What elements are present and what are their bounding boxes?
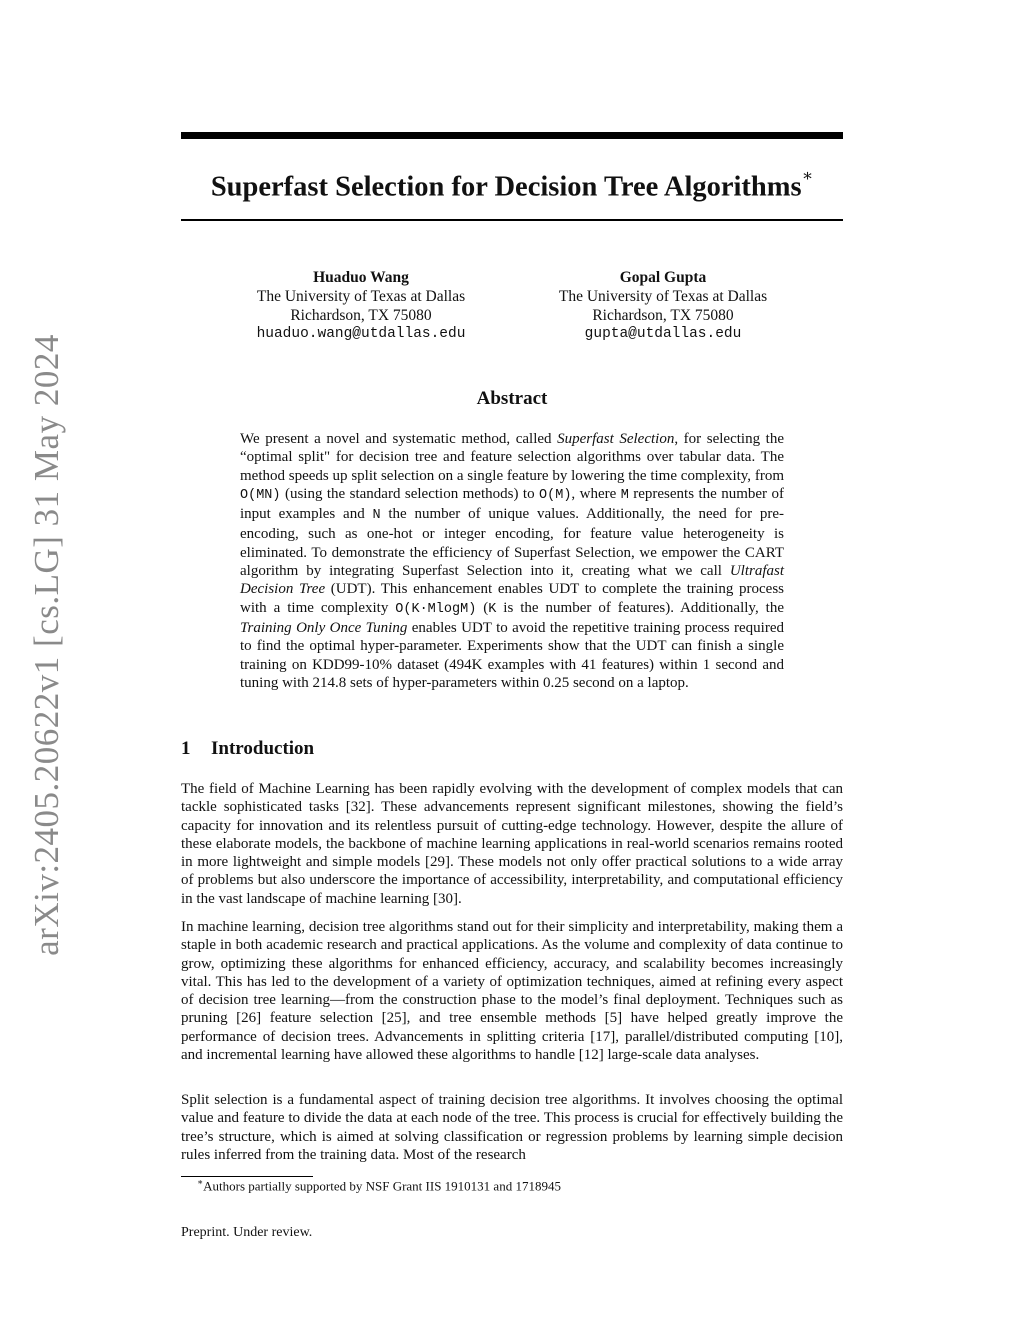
section-number: 1 xyxy=(181,738,191,759)
author-email[interactable]: huaduo.wang@utdallas.edu xyxy=(256,326,466,342)
author-location: Richardson, TX 75080 xyxy=(592,307,734,324)
footnote-text: Authors partially supported by NSF Grant IIS 1910131 and 1718945 xyxy=(203,1178,561,1194)
footnote xyxy=(197,1177,561,1194)
paragraph: Split selection is a fundamental aspect of training decision tree algorithms. It involves choosing the optimal value and feature to divide the data at each node of the tree. This process is crucial for effectively building the tree’s structure, which is aimed at solving classification or regression problems by learning simple decision rules inferred from the training data. Most of the research xyxy=(181,1092,843,1163)
section-heading-introduction xyxy=(181,738,314,760)
author-block-2 xyxy=(518,268,808,344)
footnote-marker: ∗ xyxy=(197,1177,204,1187)
author-block-1 xyxy=(216,268,506,344)
section-title: Introduction xyxy=(211,738,315,759)
abstract-heading: Abstract xyxy=(476,388,548,409)
title-rule-top xyxy=(181,132,843,139)
title-footnote-marker: ∗ xyxy=(801,166,814,185)
arxiv-sidebar xyxy=(22,334,72,956)
paragraph: In machine learning, decision tree algorithms stand out for their simplicity and interpretability, making them a staple in both academic research and practical applications. As the volume and complexity of data continue to grow, optimizing these algorithms for enhanced efficiency, accuracy, and scalability becomes increasingly vital. This has led to the development of a variety of optimization techniques, aimed at refining every aspect of decision tree learning—from the construction phase to the model’s final deployment. Techniques such as pruning [26] feature selection [25], and tree ensemble methods [5] have helped greatly improve the performance of decision trees. Advancements in splitting criteria [17], parallel/distributed computing [10], and incremental learning have allowed these algorithms to handle [12] large-scale data analyses. xyxy=(181,919,843,1064)
author-affiliation: The University of Texas at Dallas xyxy=(256,288,466,305)
title-text: Superfast Selection for Decision Tree Algorithms xyxy=(210,171,802,203)
author-location: Richardson, TX 75080 xyxy=(290,307,432,324)
arxiv-identifier: arXiv:2405.20622v1 [cs.LG] 31 May 2024 xyxy=(27,334,66,956)
author-email[interactable]: gupta@utdallas.edu xyxy=(584,326,742,342)
title-rule-bottom xyxy=(181,219,843,221)
abstract-body: We present a novel and systematic method, called Superfast Selection, for selecting the “optimal split" for decision tree and feature selection algorithms over tabular data. The method speeds up split selection on a single feature by lowering the time complexity, from O(MN) (using the standard selection methods) to O(M), where M represents the number of input examples and N the number of unique values. Additionally, the need for pre-encoding, such as one-hot or integer encoding, for feature value heterogeneity is eliminated. To demonstrate the efficiency of Superfast Selection, we empower the CART algorithm by integrating Superfast Selection into it, creating what we call Ultrafast Decision Tree (UDT). This enhancement enables UDT to complete the training process with a time complexity O(K·MlogM) (K is the number of features). Additionally, the Training Only Once Tuning enables UDT to avoid the repetitive training process required to find the optimal hyper-parameter. Experiments show that the UDT can finish a single training on KDD99-10% dataset (494K examples with 41 features) within 1 second and tuning with 214.8 sets of hyper-parameters within 0.25 second on a laptop. xyxy=(240,431,785,691)
author-name: Gopal Gupta xyxy=(619,269,707,286)
paragraph: The field of Machine Learning has been rapidly evolving with the development of complex models that can tackle sophisticated tasks [32]. These advancements represent significant milestones, showing the field’s capacity for innovation and its relentless pursuit of cutting-edge technology. However, despite the allure of these elaborate models, the backbone of machine learning applications in real-world scenarios remains rooted in more lightweight and simple models [29]. These models not only offer practical solutions to a wide array of problems but also underscore the importance of accessibility, interpretability, and computational efficiency in the vast landscape of machine learning [30]. xyxy=(181,781,843,907)
paper-title xyxy=(181,160,843,208)
preprint-notice: Preprint. Under review. xyxy=(181,1225,313,1240)
author-name: Huaduo Wang xyxy=(313,269,409,286)
author-affiliation: The University of Texas at Dallas xyxy=(558,288,768,305)
